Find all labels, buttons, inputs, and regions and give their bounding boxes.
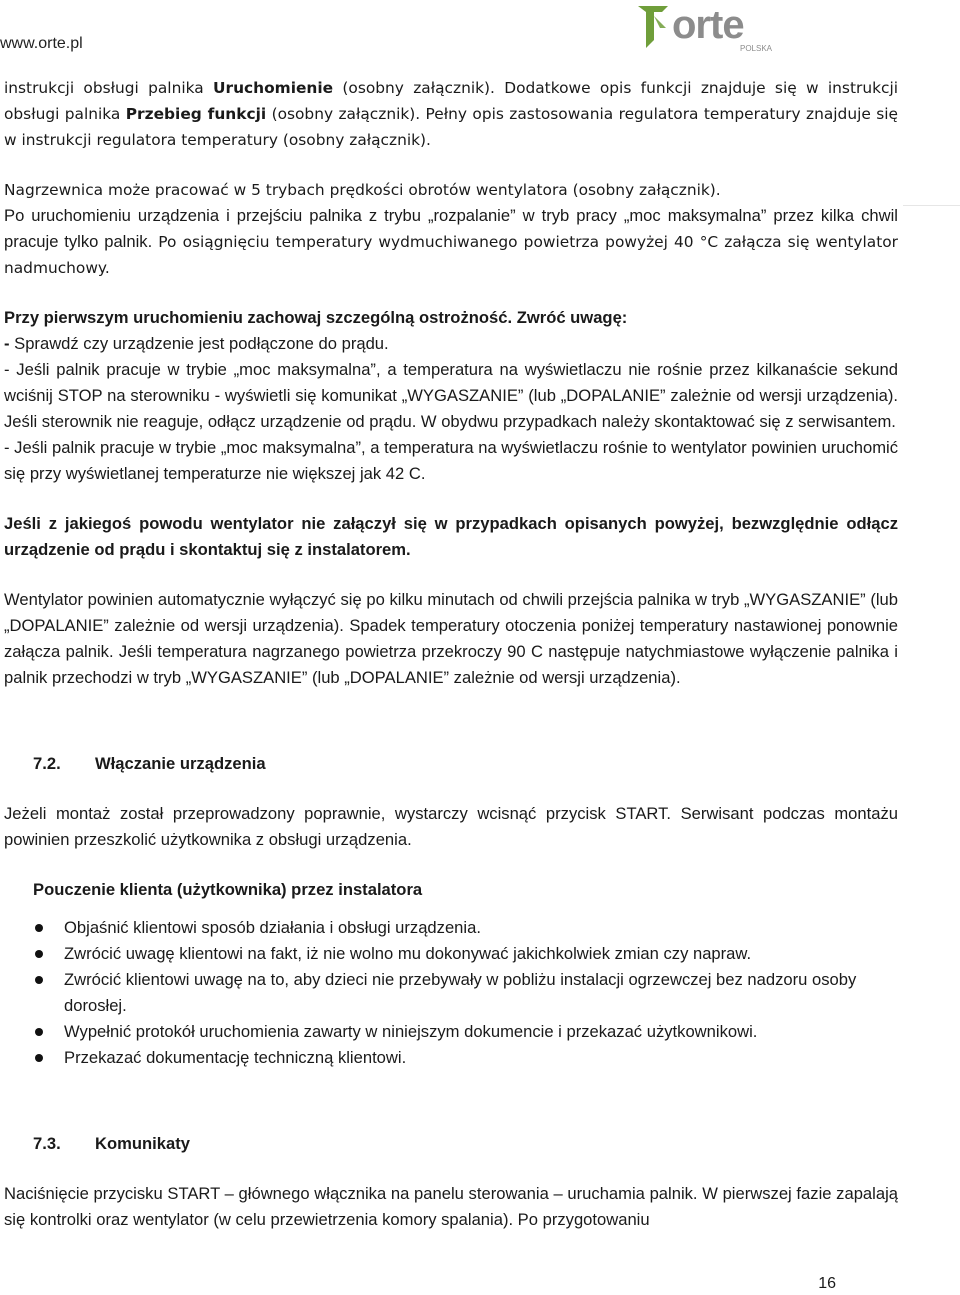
logo-subtext: POLSKA (740, 44, 773, 53)
list-item (4, 915, 898, 941)
document-body (4, 75, 898, 1233)
paragraph-fan-modes: Nagrzewnica może pracować w 5 trybach prędkości obrotów wentylatora (osobny załącznik). (4, 181, 721, 199)
section-number: 7.2. (33, 754, 61, 773)
bullet-icon (35, 950, 43, 958)
section-heading-7-3 (4, 1131, 898, 1157)
intro-run: instrukcji obsługi palnika (4, 79, 213, 97)
warning-paragraph-2: - Jeśli palnik pracuje w trybie „moc maksymalna”, a temperatura na wyświetlaczu nie rośnie przez kilkanaście sekund wciśnij STOP na sterowniku - wyświetli się komunikat „WYGASZANIE” (lub „DOPALANIE” zależnie od wersji urządzenia). Jeśli sterownik nie reaguje, odłącz urządzenie od prądu. W obydwu przypadkach należy skontaktować się z serwisantem. (4, 360, 898, 431)
list-item-text: Zwrócić uwagę klientowi na fakt, iż nie wolno mu dokonywać jakichkolwiek zmian czy napraw. (64, 944, 752, 963)
intro-run: (osobny załącznik). Dodatkowe opis funkcji znajduje się w instrukcji obsługi palnika (4, 79, 898, 123)
list-item (4, 1019, 898, 1045)
bullet-list (4, 915, 898, 1071)
list-item (4, 941, 898, 967)
alert-paragraph: Jeśli z jakiegoś powodu wentylator nie załączył się w przypadkach opisanych powyżej, bezwzględnie odłącz urządzenie od prądu i skontaktuj się z instalatorem. (4, 514, 898, 559)
bullet-icon (35, 1028, 43, 1036)
intro-run: Uruchomienie (212, 79, 334, 97)
paragraph-startup (4, 203, 898, 281)
page (4, 0, 898, 1295)
paragraph-fan-off: Wentylator powinien automatycznie wyłączyć się po kilku minutach od chwili przejścia palnika w tryb „WYGASZANIE” (lub „DOPALANIE” zależnie od wersji urządzenia). Spadek temperatury otoczenia poniżej temperatury nastawionej ponownie załącza palnik. Jeśli temperatura nagrzanego powietrza przekroczy 90 C następuje natychmiastowe wyłączenie palnika i palnik przechodzi w tryb „WYGASZANIE” (lub „DOPALANIE” zależnie od wersji urządzenia). (4, 590, 898, 687)
list-item-text: Wypełnić protokół uruchomienia zawarty w niniejszym dokumencie i przekazać użytkownikowi. (64, 1022, 758, 1041)
margin-line (903, 205, 960, 206)
list-item-text: Przekazać dokumentację techniczną klientowi. (64, 1048, 407, 1067)
list-item-text: Zwrócić klientowi uwagę na to, aby dzieci nie przebywały w pobliżu instalacji ogrzewczej bez nadzoru osoby dorosłej. (64, 970, 857, 1015)
section-title: Komunikaty (95, 1134, 190, 1153)
paragraph-messages: Naciśnięcie przycisku START – głównego włącznika na panelu sterowania – uruchamia palnik. W pierwszej fazie zapalają się kontrolki oraz wentylator (w celu przewietrzenia komory spalania). Po przygotowaniu (4, 1184, 898, 1229)
warning-title: Przy pierwszym uruchomieniu zachowaj szczególną ostrożność. Zwróć uwagę: (4, 308, 628, 327)
list-item-text: Objaśnić klientowi sposób działania i obsługi urządzenia. (64, 918, 481, 937)
list-item (4, 1045, 898, 1071)
startup-text-1: Po uruchomieniu urządzenia i przejściu palnika z trybu „rozpalanie” w tryb pracy „moc maksymalna” przez kilka chwil pracuje tylko palnik. (4, 206, 898, 251)
intro-run: Przebieg funkcji (125, 105, 267, 123)
paragraph-start-button: Jeżeli montaż został przeprowadzony poprawnie, wystarczy wcisnąć przycisk START. Serwisant podczas montażu powinien przeszkolić użytkownika z obsługi urządzenia. (4, 804, 898, 849)
bullet-icon (35, 924, 43, 932)
page-number: 16 (818, 1275, 836, 1292)
bullet-icon (35, 1054, 43, 1062)
warning-paragraph-3: - Jeśli palnik pracuje w trybie „moc maksymalna”, a temperatura na wyświetlaczu rośnie to wentylator powinien uruchomić się przy wyświetlanej temperaturze nie większej jak 42 C. (4, 438, 898, 483)
logo-wordmark: orte (672, 3, 744, 47)
startup-text-2: Po osiągnięciu temperatury wydmuchiwanego powietrza powyżej 40 °C załącza się wentylator nadmuchowy. (4, 233, 898, 277)
section-number: 7.3. (33, 1134, 61, 1153)
list-item (4, 967, 898, 1019)
warning-line-1: - Sprawdź czy urządzenie jest podłączone do prądu. (4, 334, 389, 353)
instruction-title: Pouczenie klienta (użytkownika) przez instalatora (33, 880, 423, 899)
bullet-icon (35, 976, 43, 984)
section-title: Włączanie urządzenia (95, 754, 266, 773)
section-heading-7-2 (4, 751, 898, 777)
intro-run: (osobny załącznik). Pełny opis zastosowania regulatora temperatury znajduje się w instrukcji regulatora temperatury (osobny załącznik). (4, 105, 898, 149)
site-url: www.orte.pl (0, 35, 83, 52)
paragraph-intro (4, 75, 898, 153)
